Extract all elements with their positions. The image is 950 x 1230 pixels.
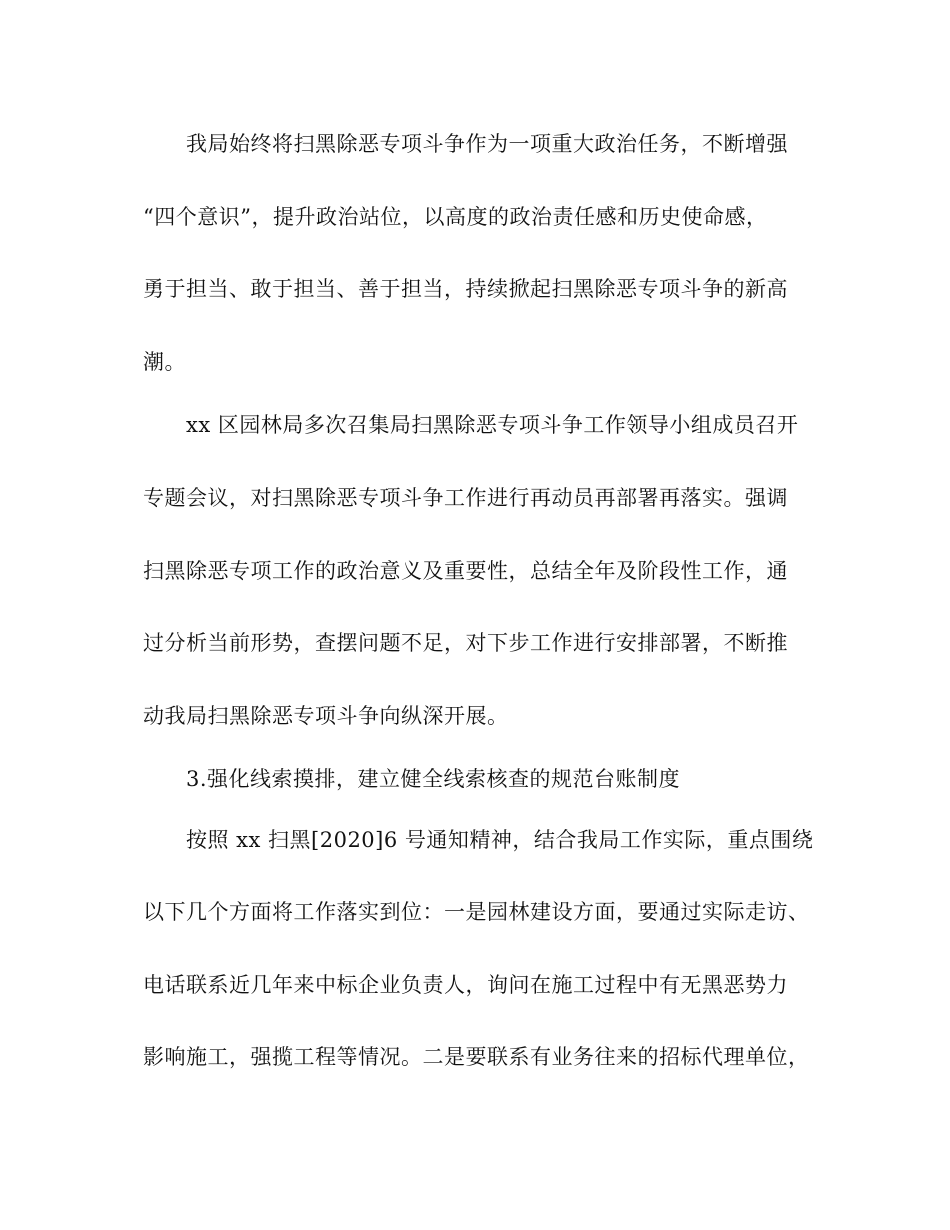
paragraph-2-line-3: 扫黑除恶专项工作的政治意义及重要性，总结全年及阶段性工作，通: [143, 559, 788, 583]
paragraph-3-line-3: 电话联系近几年来中标企业负责人，询问在施工过程中有无黑恶势力: [143, 973, 788, 997]
section-heading: 3.强化线索摸排，建立健全线索核查的规范台账制度: [186, 767, 681, 791]
paragraph-3-line-2: 以下几个方面将工作落实到位：一是园林建设方面，要通过实际走访、: [143, 900, 810, 924]
paragraph-2-line-1: xx 区园林局多次召集局扫黑除恶专项斗争工作领导小组成员召开: [186, 413, 799, 437]
paragraph-3-line-4: 影响施工，强揽工程等情况。二是要联系有业务往来的招标代理单位，: [143, 1045, 810, 1069]
paragraph-2-line-5: 动我局扫黑除恶专项斗争向纵深开展。: [143, 704, 509, 728]
paragraph-1-line-4: 潮。: [143, 350, 186, 374]
paragraph-1-line-1: 我局始终将扫黑除恶专项斗争作为一项重大政治任务，不断增强: [186, 132, 788, 156]
paragraph-1-line-2: “四个意识”，提升政治站位，以高度的政治责任感和历史使命感，: [143, 205, 768, 229]
paragraph-1-line-3: 勇于担当、敢于担当、善于担当，持续掀起扫黑除恶专项斗争的新高: [143, 277, 788, 301]
paragraph-2-line-2: 专题会议，对扫黑除恶专项斗争工作进行再动员再部署再落实。强调: [143, 486, 788, 510]
paragraph-3-line-1: 按照 xx 扫黑[2020]6 号通知精神，结合我局工作实际，重点围绕: [186, 828, 814, 852]
paragraph-2-line-4: 过分析当前形势，查摆问题不足，对下步工作进行安排部署，不断推: [143, 631, 788, 655]
